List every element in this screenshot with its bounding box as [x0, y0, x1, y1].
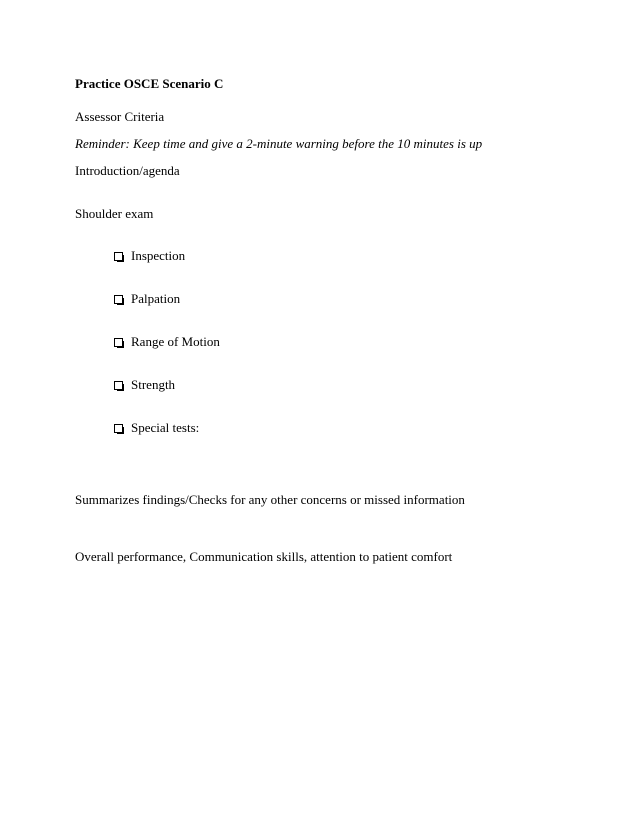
checklist-item-label: Strength: [131, 377, 176, 392]
checkbox-icon: [114, 424, 123, 433]
checklist-item: [114, 377, 175, 393]
checklist-item: [114, 334, 220, 350]
section-heading: Shoulder exam: [75, 206, 154, 221]
checklist-item-label: Inspection: [131, 248, 186, 263]
intro-text: Introduction/agenda: [75, 163, 180, 178]
reminder-text: Reminder: Keep time and give a 2-minute warning before the 10 minutes is up: [75, 136, 483, 151]
checklist-item: [114, 291, 180, 307]
checkbox-icon: [114, 252, 123, 261]
checkbox-icon: [114, 381, 123, 390]
checklist-item: [114, 248, 185, 264]
checklist-item-label: Special tests:: [131, 420, 200, 435]
summary-text: Summarizes findings/Checks for any other concerns or missed information: [75, 492, 465, 507]
checkbox-icon: [114, 338, 123, 347]
checklist-item-label: Palpation: [131, 291, 181, 306]
checkbox-icon: [114, 295, 123, 304]
overall-text: Overall performance, Communication skills, attention to patient comfort: [75, 549, 453, 564]
checklist-item-label: Range of Motion: [131, 334, 220, 349]
checklist-item: [114, 420, 199, 436]
document-title: Practice OSCE Scenario C: [75, 76, 224, 91]
document-subtitle: Assessor Criteria: [75, 109, 165, 124]
